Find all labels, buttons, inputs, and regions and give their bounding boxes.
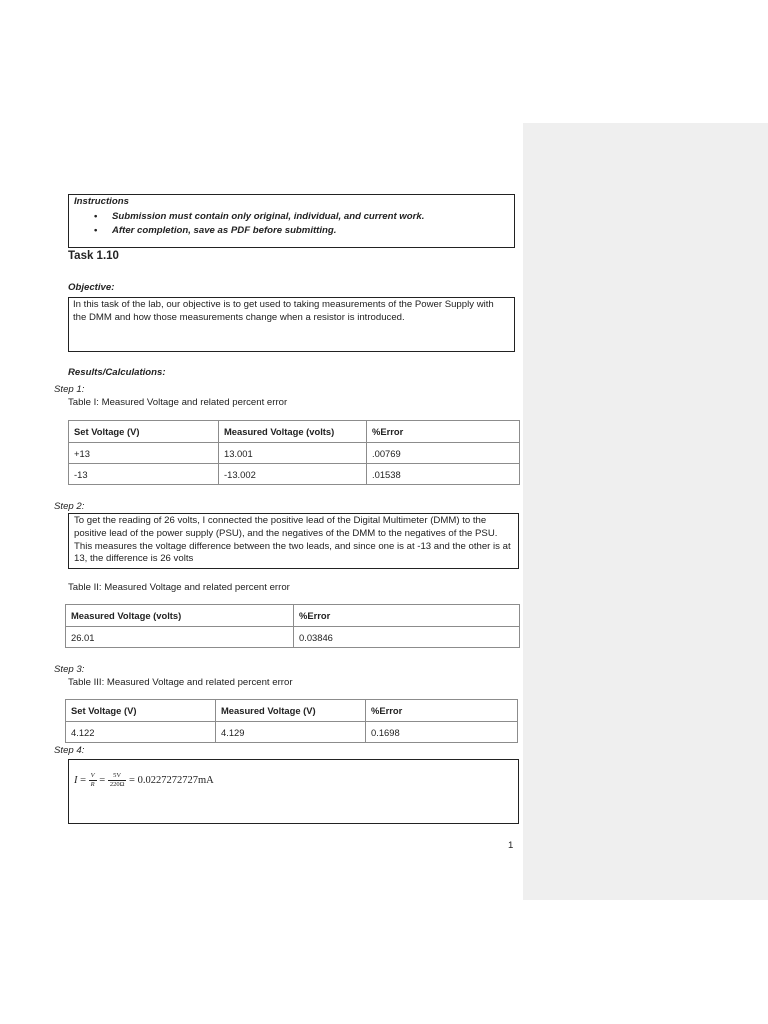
table-header-cell: Measured Voltage (volts)	[66, 605, 294, 627]
formula-lhs: I	[74, 774, 78, 786]
table2-caption: Table II: Measured Voltage and related percent error	[68, 582, 290, 593]
table-header-cell: Set Voltage (V)	[69, 421, 219, 443]
explanation-line: positive lead of the power supply (PSU), and the negatives of the DMM to the negatives of the PSU.	[74, 527, 498, 539]
formula-numerator: 5V	[108, 772, 127, 781]
table-header-cell: %Error	[294, 605, 520, 627]
objective-line: In this task of the lab, our objective is to get used to taking measurements of the Power Supply with	[73, 299, 494, 310]
task-title: Task 1.10	[68, 250, 119, 262]
step2-explanation-box	[68, 513, 519, 569]
table2	[65, 604, 520, 648]
step2-label: Step 2:	[54, 501, 85, 512]
comment-margin-pane	[523, 123, 768, 900]
formula-fraction-values	[108, 772, 127, 789]
table-row	[66, 627, 520, 648]
table-cell: 0.03846	[294, 627, 520, 648]
table1-caption: Table I: Measured Voltage and related percent error	[68, 397, 288, 408]
table-cell: -13.002	[219, 464, 367, 485]
table1	[68, 420, 520, 485]
table-row	[69, 464, 520, 485]
table-header-cell: Measured Voltage (V)	[216, 700, 366, 722]
table-cell: 13.001	[219, 443, 367, 464]
table3-caption: Table III: Measured Voltage and related percent error	[68, 677, 293, 688]
table-header-row	[66, 700, 518, 722]
objective-heading: Objective:	[68, 282, 115, 293]
table-cell: 4.122	[66, 722, 216, 743]
table-cell: 4.129	[216, 722, 366, 743]
instruction-item: • After completion, save as PDF before submitting.	[74, 225, 509, 238]
table-cell: 0.1698	[366, 722, 518, 743]
table-header-row	[66, 605, 520, 627]
page-number: 1	[508, 840, 514, 851]
instructions-heading: Instructions	[74, 196, 129, 207]
table-cell: +13	[69, 443, 219, 464]
explanation-line: To get the reading of 26 volts, I connected the positive lead of the Digital Multimeter (DMM) to the	[74, 515, 487, 526]
table3	[65, 699, 518, 743]
objective-box	[68, 297, 515, 352]
table-row	[69, 443, 520, 464]
table-cell: .00769	[367, 443, 520, 464]
table-row	[66, 722, 518, 743]
table-cell: .01538	[367, 464, 520, 485]
explanation-line: This measures the voltage difference between the two leads, and since one is at -13 and the other is at	[74, 540, 511, 552]
step3-label: Step 3:	[54, 664, 85, 675]
step1-label: Step 1:	[54, 384, 85, 395]
explanation-line: 13, the difference is 26 volts	[74, 553, 194, 565]
table-header-row	[69, 421, 520, 443]
formula-numerator: V	[90, 772, 95, 779]
table-header-cell: %Error	[366, 700, 518, 722]
formula-fraction-vr	[89, 772, 97, 789]
table-header-cell: Measured Voltage (volts)	[219, 421, 367, 443]
objective-line: the DMM and how those measurements change when a resistor is introduced.	[73, 311, 405, 323]
table-cell: -13	[69, 464, 219, 485]
table-cell: 26.01	[66, 627, 294, 648]
current-formula: I = $\frac{V}{R}$ = $\frac{5V}{220\Omega}$ = 0.0227272727mA	[74, 772, 214, 788]
formula-result: 0.0227272727mA	[137, 774, 214, 786]
formula-denominator: R	[90, 781, 95, 788]
instructions-box	[68, 194, 515, 248]
instruction-item: • Submission must contain only original, individual, and current work.	[74, 211, 509, 224]
table-header-cell: Set Voltage (V)	[66, 700, 216, 722]
step4-formula-box	[68, 759, 519, 824]
step4-label: Step 4:	[54, 745, 85, 756]
formula-denominator: 220Ω	[109, 781, 125, 788]
results-heading: Results/Calculations:	[68, 367, 166, 378]
table-header-cell: %Error	[367, 421, 520, 443]
